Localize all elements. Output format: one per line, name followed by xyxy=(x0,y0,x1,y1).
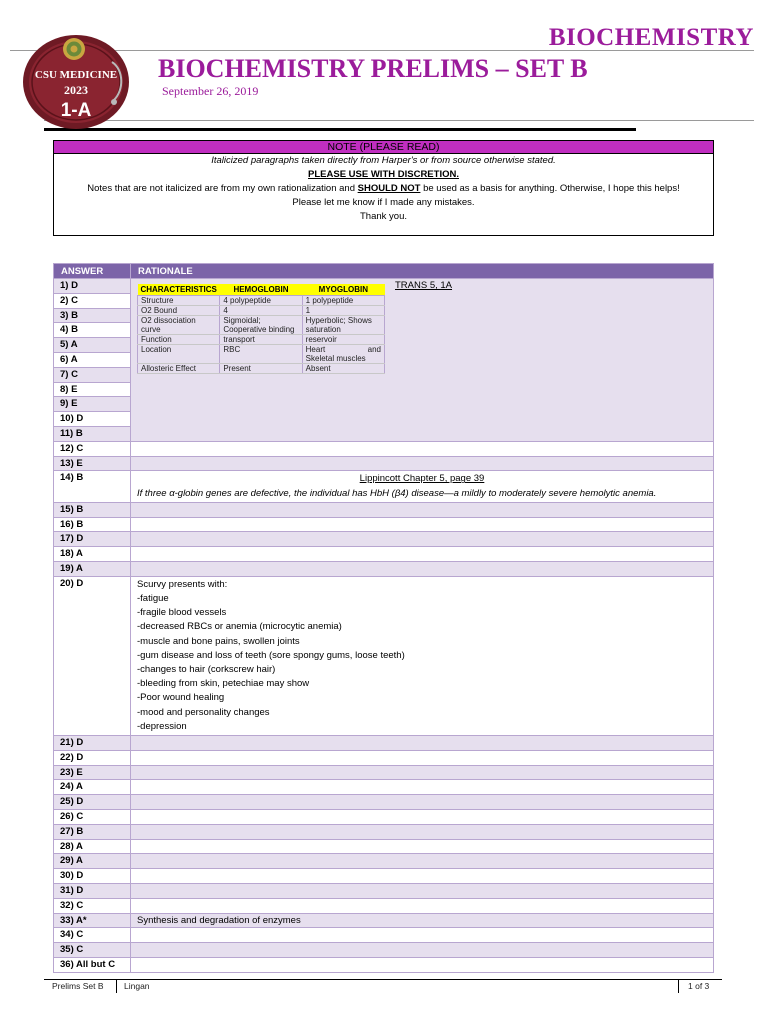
table-row xyxy=(54,532,714,547)
char-cell: 4 xyxy=(220,305,302,315)
rationale-cell xyxy=(131,456,714,471)
answer-cell: 10) D xyxy=(54,412,131,427)
table-row xyxy=(54,456,714,471)
char-cell: Allosteric Effect xyxy=(138,363,220,373)
table-row xyxy=(54,547,714,562)
table-row xyxy=(54,502,714,517)
table-row xyxy=(54,898,714,913)
answer-cell: 7) C xyxy=(54,367,131,382)
char-text: and xyxy=(367,344,381,354)
table-row xyxy=(54,576,714,735)
column-header-rationale: RATIONALE xyxy=(131,264,714,279)
rationale-cell-hemoglobin xyxy=(131,279,714,442)
answer-cell: 32) C xyxy=(54,898,131,913)
char-cell: O2 dissociation curve xyxy=(138,315,220,334)
scurvy-line: -decreased RBCs or anemia (microcytic anemia) xyxy=(137,621,342,633)
answer-cell: 35) C xyxy=(54,943,131,958)
char-text: Skeletal muscles xyxy=(305,353,366,363)
rationale-cell: Synthesis and degradation of enzymes xyxy=(131,913,714,928)
logo-graphic xyxy=(20,32,132,130)
column-header-answer: ANSWER xyxy=(54,264,131,279)
note-line-thanks: Thank you. xyxy=(360,211,407,222)
char-cell: 4 polypeptide xyxy=(220,295,302,305)
answer-cell: 31) D xyxy=(54,883,131,898)
answer-cell: 12) C xyxy=(54,441,131,456)
rationale-cell-scurvy xyxy=(131,576,714,735)
header-black-bar xyxy=(44,128,636,131)
footer-doc-name: Prelims Set B xyxy=(52,981,104,991)
rationale-cell xyxy=(131,532,714,547)
table-row xyxy=(54,943,714,958)
answer-cell: 33) A* xyxy=(54,913,131,928)
page-number: 1 of 3 xyxy=(688,981,710,991)
rationale-cell xyxy=(131,735,714,750)
rationale-cell xyxy=(131,750,714,765)
rationale-cell xyxy=(131,854,714,869)
lippincott-reference: Lippincott Chapter 5, page 39 xyxy=(359,473,485,485)
answer-cell: 5) A xyxy=(54,338,131,353)
scurvy-line: -fatigue xyxy=(137,592,169,604)
char-header-characteristics: CHARACTERISTICS xyxy=(138,284,220,295)
answer-cell: 17) D xyxy=(54,532,131,547)
answer-cell: 24) A xyxy=(54,780,131,795)
page-footer xyxy=(44,979,722,993)
char-cell: O2 Bound xyxy=(138,305,220,315)
answer-cell: 26) C xyxy=(54,809,131,824)
note-heading: NOTE (PLEASE READ) xyxy=(54,141,713,154)
char-cell: Present xyxy=(220,363,302,373)
answer-cell: 14) B xyxy=(54,471,131,502)
answer-cell: 2) C xyxy=(54,293,131,308)
note-line-mistakes: Please let me know if I made any mistakes. xyxy=(292,197,475,208)
rationale-cell xyxy=(131,441,714,456)
logo-line2: 2023 xyxy=(64,83,88,97)
rationale-cell xyxy=(131,765,714,780)
answer-cell: 25) D xyxy=(54,795,131,810)
char-cell: Location xyxy=(138,344,220,363)
table-header-row xyxy=(54,264,714,279)
rationale-cell xyxy=(131,502,714,517)
rationale-cell xyxy=(131,943,714,958)
scurvy-line: -fragile blood vessels xyxy=(137,607,227,619)
table-row xyxy=(54,869,714,884)
page-title: BIOCHEMISTRY PRELIMS – SET B xyxy=(158,54,588,83)
answer-cell: 8) E xyxy=(54,382,131,397)
char-header-myoglobin: MYOGLOBIN xyxy=(302,284,384,295)
answer-table xyxy=(53,263,714,973)
table-row xyxy=(54,765,714,780)
q14-rationale: If three α-globin genes are defective, the individual has HbH (β4) disease—a mildly to moderately severe hemolytic anemia. xyxy=(137,487,657,499)
header-rule-bottom xyxy=(44,120,754,121)
scurvy-line: -Poor wound healing xyxy=(137,692,225,704)
rationale-cell xyxy=(131,883,714,898)
characteristics-table xyxy=(137,284,385,374)
table-row xyxy=(54,561,714,576)
rationale-cell xyxy=(131,898,714,913)
table-row xyxy=(54,735,714,750)
char-cell: Structure xyxy=(138,295,220,305)
table-row xyxy=(54,839,714,854)
answer-cell: 34) C xyxy=(54,928,131,943)
discretion-warning: PLEASE USE WITH DISCRETION. xyxy=(308,169,459,180)
answer-cell: 20) D xyxy=(54,576,131,735)
rationale-cell xyxy=(131,869,714,884)
answer-cell: 6) A xyxy=(54,352,131,367)
answer-cell: 16) B xyxy=(54,517,131,532)
table-row xyxy=(54,795,714,810)
char-cell: Function xyxy=(138,334,220,344)
rationale-cell xyxy=(131,957,714,972)
answer-cell: 18) A xyxy=(54,547,131,562)
subject-heading: BIOCHEMISTRY xyxy=(548,24,754,51)
char-cell: 1 polypeptide xyxy=(302,295,384,305)
note-line-source: Italicized paragraphs taken directly from Harper's or from source otherwise stated. xyxy=(211,155,556,166)
scurvy-line: -depression xyxy=(137,720,187,732)
table-row xyxy=(54,517,714,532)
rationale-cell xyxy=(131,809,714,824)
answer-cell: 23) E xyxy=(54,765,131,780)
answer-cell: 1) D xyxy=(54,279,131,294)
char-header-hemoglobin: HEMOGLOBIN xyxy=(220,284,302,295)
answer-cell: 13) E xyxy=(54,456,131,471)
note-box xyxy=(53,140,714,236)
table-row xyxy=(54,824,714,839)
table-row xyxy=(54,957,714,972)
footer-divider xyxy=(116,980,117,993)
scurvy-line: Scurvy presents with: xyxy=(137,578,228,590)
char-cell: Hyperbolic; Shows saturation xyxy=(302,315,384,334)
answer-cell: 27) B xyxy=(54,824,131,839)
answer-cell: 22) D xyxy=(54,750,131,765)
disclaimer-part-c: be used as a basis for anything. Otherwise, I hope this helps! xyxy=(420,183,680,194)
rationale-cell xyxy=(131,780,714,795)
logo-line3: 1-A xyxy=(60,100,92,121)
disclaimer-emphasis: SHOULD NOT xyxy=(357,183,421,194)
table-row xyxy=(54,441,714,456)
scurvy-line: -changes to hair (corkscrew hair) xyxy=(137,663,276,675)
rationale-cell xyxy=(131,561,714,576)
char-cell: reservoir xyxy=(302,334,384,344)
rationale-cell xyxy=(131,839,714,854)
answer-cell: 30) D xyxy=(54,869,131,884)
char-text: Heart xyxy=(305,344,326,354)
table-row xyxy=(54,279,714,294)
answer-cell: 19) A xyxy=(54,561,131,576)
scurvy-line: -gum disease and loss of teeth (sore spongy gums, loose teeth) xyxy=(137,649,405,661)
answer-cell: 28) A xyxy=(54,839,131,854)
document-date: September 26, 2019 xyxy=(162,84,259,98)
answer-cell: 11) B xyxy=(54,426,131,441)
char-cell: transport xyxy=(220,334,302,344)
table-row xyxy=(54,471,714,502)
answer-cell: 21) D xyxy=(54,735,131,750)
rationale-cell xyxy=(131,928,714,943)
table-row xyxy=(54,883,714,898)
scurvy-line: -mood and personality changes xyxy=(137,706,270,718)
footer-author: Lingan xyxy=(124,981,150,991)
table-row xyxy=(54,928,714,943)
table-row xyxy=(54,854,714,869)
table-row xyxy=(54,750,714,765)
rationale-cell xyxy=(131,795,714,810)
rationale-cell xyxy=(131,824,714,839)
answer-cell: 3) B xyxy=(54,308,131,323)
table-row xyxy=(54,809,714,824)
rationale-cell xyxy=(131,517,714,532)
answer-cell: 29) A xyxy=(54,854,131,869)
trans-reference: TRANS 5, 1A xyxy=(395,280,453,291)
note-line-discretion xyxy=(54,168,713,182)
logo-line1: CSU MEDICINE xyxy=(34,69,118,81)
char-cell: RBC xyxy=(220,344,302,363)
disclaimer-part-a: Notes that are not italicized are from my own rationalization and xyxy=(87,183,358,194)
answer-cell: 9) E xyxy=(54,397,131,412)
table-row xyxy=(54,780,714,795)
rationale-cell xyxy=(131,471,714,502)
answer-cell: 15) B xyxy=(54,502,131,517)
char-cell: 1 xyxy=(302,305,384,315)
scurvy-line: -muscle and bone pains, swollen joints xyxy=(137,635,300,647)
footer-divider xyxy=(678,980,679,993)
note-line-disclaimer xyxy=(54,182,713,196)
rationale-cell xyxy=(131,547,714,562)
answer-cell: 36) All but C xyxy=(54,957,131,972)
answer-cell: 4) B xyxy=(54,323,131,338)
table-row xyxy=(54,913,714,928)
csu-medicine-logo xyxy=(20,32,132,130)
scurvy-line: -bleeding from skin, petechiae may show xyxy=(137,678,310,690)
char-cell-location-myoglobin xyxy=(302,344,384,363)
char-cell: Absent xyxy=(302,363,384,373)
char-cell: Sigmoidal; Cooperative binding xyxy=(220,315,302,334)
